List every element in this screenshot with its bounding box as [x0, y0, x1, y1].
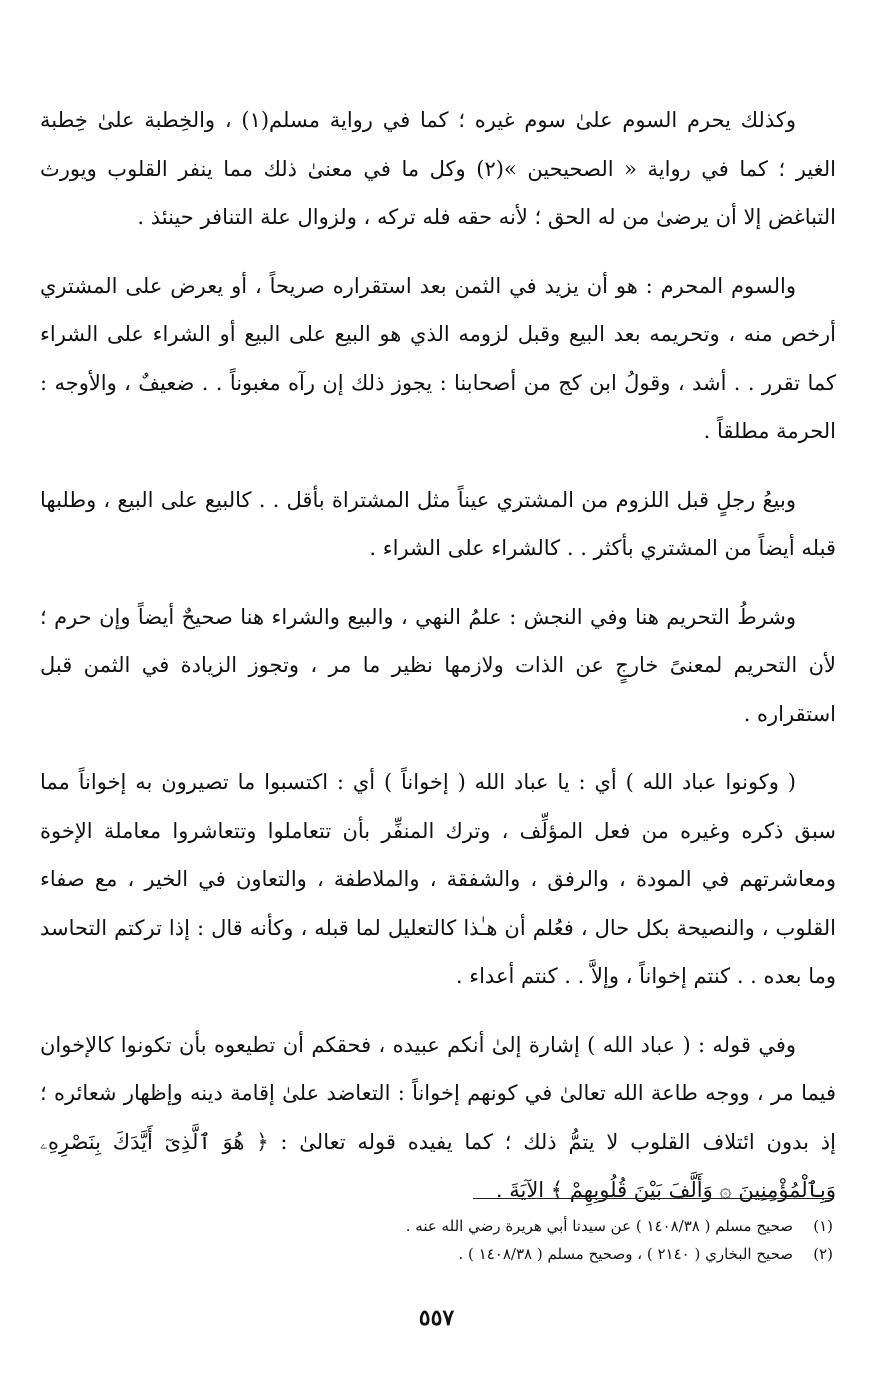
paragraph-3: وبيعُ رجلٍ قبل اللزوم من المشتري عيناً مثل المشتراة بأقل . . كالبيع على البيع ، وطلبها قبله أيضاً من المشتري بأكثر . . كالشراء على الشراء . — [40, 487, 836, 560]
page-number: ٥٥٧ — [418, 1305, 455, 1331]
paragraph-6: وفي قوله : ( عباد الله ) إشارة إلىٰ أنكم عبيده ، فحقكم أن تطيعوه بأن تكونوا كالإخوان فيما مر ، ووجه طاعة الله تعالىٰ في كونهم إخواناً : التعاضد علىٰ إقامة دينه وإظهار شعائره ؛ إذ بدون ائتلاف القلوب لا يتمُّ ذلك ؛ كما يفيده قوله تعالىٰ : ﴿ هُوَ ٱلَّذِىٓ أَيَّدَكَ بِنَصْرِهِۦ وَبِٱلْمُؤْمِنِينَ ۞ وَأَلَّفَ بَيْنَ قُلُوبِهِمْ ﴾ الآيَةَ . — [40, 1032, 836, 1202]
footnote-number: (٢) — [813, 1245, 833, 1263]
paragraph-5: ( وكونوا عباد الله ) أي : يا عباد الله ( إخواناً ) أي : اكتسبوا ما تصيرون به إخواناً مما سبق ذكره وغيره من فعل المؤلِّف ، وترك المنفِّر بأن تتعاملوا وتتعاشروا معاملة الإخوة ومعاشرتهم في المودة ، والرفق ، والشفقة ، والملاطفة ، والتعاون في الخير ، مع صفاء القلوب ، والنصيحة بكل حال ، فعُلم أن هـٰذا كالتعليل لما قبله ، وكأنه قال : إذا تركتم التحاسد وما بعده . . كنتم إخواناً ، وإلاَّ . . كنتم أعداء . — [40, 770, 836, 988]
footnote-2 — [73, 1240, 833, 1268]
paragraph-1: وكذلك يحرم السوم علىٰ سوم غيره ؛ كما في رواية مسلم(١) ، والخِطبة علىٰ خِطبة الغير ؛ كما في رواية « الصحيحين »(٢) وكل ما في معنىٰ ذلك مما ينفر القلوب ويورث التباغض إلا أن يرضىٰ من له الحق ؛ لأنه حقه فله تركه ، ولزوال علة التنافر حينئذ . — [40, 108, 836, 229]
paragraph-4: وشرطُ التحريم هنا وفي النجش : علمُ النهي ، والبيع والشراء هنا صحيحٌ أيضاً وإن حرم ؛ لأن التحريم لمعنىً خارجٍ عن الذات ولازمها نظير ما مر ، وتجوز الزيادة في الثمن قبل استقراره . — [40, 604, 836, 726]
footnotes — [73, 1212, 833, 1268]
body-text — [40, 96, 836, 1215]
paragraph-2: والسوم المحرم : هو أن يزيد في الثمن بعد استقراره صريحاً ، أو يعرض على المشتري أرخص منه ، وتحريمه بعد البيع وقبل لزومه الذي هو البيع على البيع أو الشراء على الشراء كما تقرر . . أشد ، وقولُ ابن كج من أصحابنا : يجوز ذلك إن رآه مغبوناً . . ضعيفٌ ، والأوجه : الحرمة مطلقاً . — [40, 273, 836, 443]
footnote-divider — [473, 1198, 833, 1199]
footnote-1 — [73, 1212, 833, 1240]
footnote-text: صحيح مسلم ( ١٤٠٨/٣٨ ) عن سيدنا أبي هريرة رضي الله عنه . — [405, 1217, 793, 1235]
footnote-number: (١) — [813, 1217, 833, 1235]
footnote-text: صحيح البخاري ( ٢١٤٠ ) ، وصحيح مسلم ( ١٤٠٨/٣٨ ) . — [458, 1245, 793, 1263]
